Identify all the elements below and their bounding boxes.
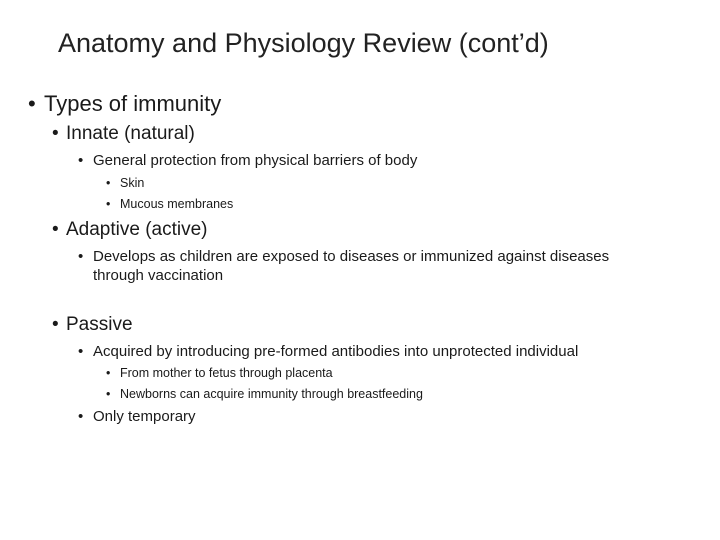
types-of-immunity: Types of immunity	[44, 91, 222, 116]
innate-skin: Skin	[120, 176, 145, 190]
bullet-icon: •	[106, 176, 111, 190]
bullet-icon: •	[106, 387, 111, 401]
passive-heading: Passive	[66, 314, 133, 335]
innate-general: General protection from physical barriers of body	[93, 152, 418, 169]
innate-heading: Innate (natural)	[66, 123, 195, 144]
adaptive-heading: Adaptive (active)	[66, 219, 208, 240]
bullet-icon: •	[106, 197, 111, 211]
bullet-icon: •	[52, 123, 59, 144]
bullet-icon: •	[78, 343, 84, 360]
bullet-icon: •	[52, 314, 59, 335]
bullet-icon: •	[78, 408, 84, 425]
passive-newborns: Newborns can acquire immunity through breastfeeding	[120, 387, 423, 401]
bullet-icon: •	[78, 248, 84, 265]
innate-mucous: Mucous membranes	[120, 197, 234, 211]
bullet-icon: •	[78, 152, 84, 169]
passive-mother: From mother to fetus through placenta	[120, 366, 333, 380]
adaptive-develops-line2: through vaccination	[93, 267, 224, 284]
passive-acquired: Acquired by introducing pre-formed antibodies into unprotected individual	[93, 343, 579, 360]
bullet-icon: •	[28, 91, 36, 116]
bullet-icon: •	[106, 366, 111, 380]
passive-temporary: Only temporary	[93, 408, 196, 425]
bullet-icon: •	[52, 219, 59, 240]
adaptive-develops-line1: Develops as children are exposed to diseases or immunized against diseases	[93, 248, 610, 265]
slide-title: Anatomy and Physiology Review (cont’d)	[58, 28, 549, 58]
